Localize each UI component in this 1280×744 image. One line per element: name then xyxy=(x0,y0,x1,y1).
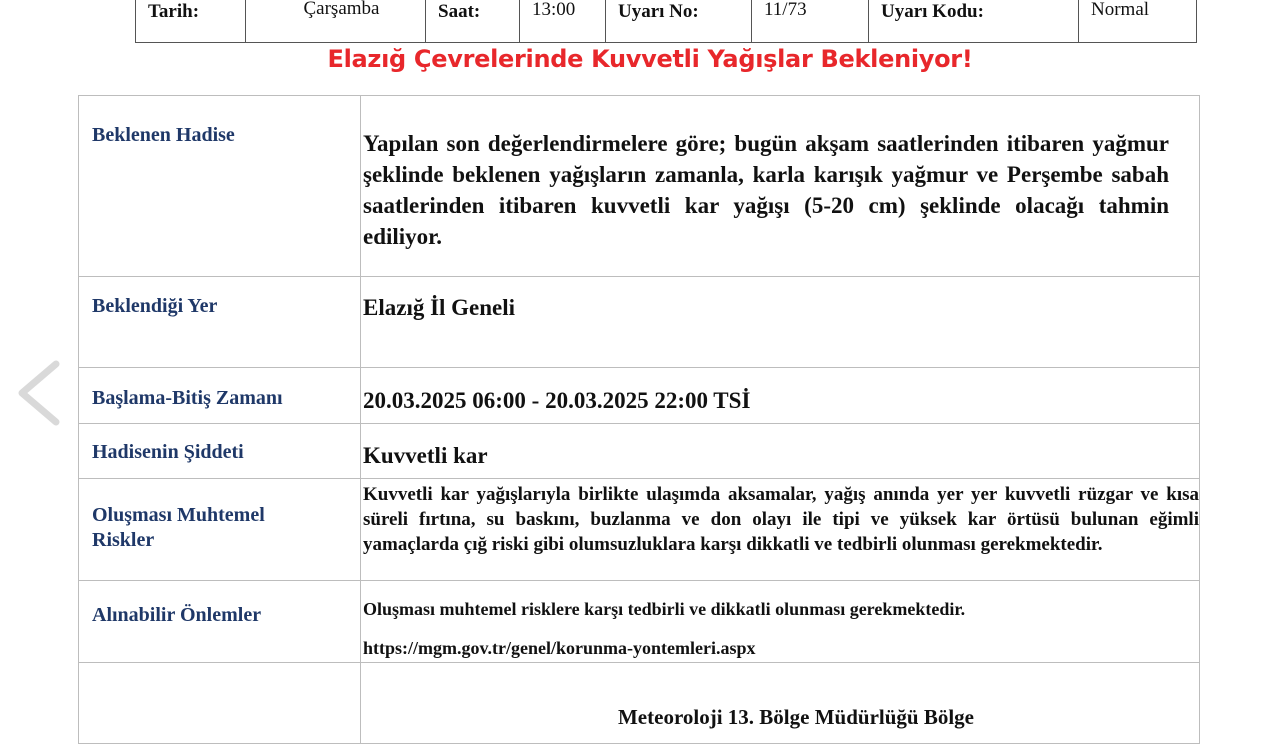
footer-label-cell xyxy=(79,663,361,744)
tarih-label-cell xyxy=(136,0,246,43)
hadise-label: Beklenen Hadise xyxy=(92,124,235,146)
saat-value-cell xyxy=(520,0,606,43)
hadise-label-cell xyxy=(79,96,361,277)
table-row xyxy=(79,368,1200,424)
zaman-value: 20.03.2025 06:00 - 20.03.2025 22:00 TSİ xyxy=(363,388,751,413)
chevron-left-icon xyxy=(8,360,68,426)
warning-details-table xyxy=(78,95,1200,744)
hadise-value: Yapılan son değerlendirmelere göre; bugün akşam saatlerinden itibaren yağmur şeklinde beklenen yağışların zamanla, karla karışık yağmur ve Perşembe sabah saatlerinden itibaren kuvvetli kar yağışı (5-20 cm) şeklinde olacağı tahmin ediliyor. xyxy=(363,131,1169,249)
table-row xyxy=(79,581,1200,663)
table-row xyxy=(79,663,1200,744)
uyari-no-label-cell xyxy=(606,0,752,43)
table-row xyxy=(79,479,1200,581)
table-row xyxy=(79,96,1200,277)
header-table xyxy=(135,0,1197,43)
siddet-label: Hadisenin Şiddeti xyxy=(92,441,244,463)
saat-label: Saat: xyxy=(438,1,481,22)
korunma-link[interactable]: https://mgm.gov.tr/genel/korunma-yontemleri.aspx xyxy=(363,638,756,658)
riskler-label-cell xyxy=(79,479,361,581)
table-row xyxy=(79,424,1200,479)
saat-label-cell xyxy=(426,0,520,43)
onlemler-label: Alınabilir Önlemler xyxy=(92,604,262,626)
yer-value-cell xyxy=(361,277,1200,368)
onlemler-value: Oluşması muhtemel risklere karşı tedbirli ve dikkatli olunması gerekmektedir. xyxy=(363,599,966,619)
zaman-label-cell xyxy=(79,368,361,424)
yer-label: Beklendiği Yer xyxy=(92,295,218,317)
tarih-day: Çarşamba xyxy=(303,0,380,19)
siddet-label-cell xyxy=(79,424,361,479)
warning-title: Elazığ Çevrelerinde Kuvvetli Yağışlar Bekleniyor! xyxy=(327,45,973,73)
yer-value: Elazığ İl Geneli xyxy=(363,295,516,320)
uyari-kodu-value-cell xyxy=(1079,0,1197,43)
footer-value: Meteoroloji 13. Bölge Müdürlüğü Bölge xyxy=(617,705,974,729)
table-row xyxy=(79,277,1200,368)
uyari-kodu-value: Normal xyxy=(1091,0,1150,20)
siddet-value-cell xyxy=(361,424,1200,479)
siddet-value: Kuvvetli kar xyxy=(363,443,488,468)
zaman-label: Başlama-Bitiş Zamanı xyxy=(92,387,283,409)
riskler-value: Kuvvetli kar yağışlarıyla birlikte ulaşımda aksamalar, yağış anında yer yer kuvvetli rüzgar ve kısa süreli fırtına, su baskını, buzlanma ve don olayı ile tipi ve yüksek kar örtüsü bulunan eğimli yamaçlarda çığ riski gibi olumsuzluklara karşı dikkatli ve tedbirli olunması gerekmektedir. xyxy=(363,484,1199,555)
saat-value: 13:00 xyxy=(532,0,576,20)
prev-page-button[interactable] xyxy=(8,360,68,426)
onlemler-value-cell xyxy=(361,581,1200,663)
tarih-label: Tarih: xyxy=(148,1,200,22)
uyari-no-label: Uyarı No: xyxy=(618,1,699,22)
riskler-label: Oluşması Muhtemel Riskler xyxy=(92,504,265,551)
uyari-kodu-label-cell xyxy=(869,0,1079,43)
footer-value-cell xyxy=(361,663,1200,744)
riskler-value-cell xyxy=(361,479,1200,581)
tarih-value-cell xyxy=(246,0,426,43)
yer-label-cell xyxy=(79,277,361,368)
uyari-no-value: 11/73 xyxy=(764,0,807,20)
uyari-kodu-label: Uyarı Kodu: xyxy=(881,1,984,22)
onlemler-label-cell xyxy=(79,581,361,663)
uyari-no-value-cell xyxy=(752,0,869,43)
zaman-value-cell xyxy=(361,368,1200,424)
hadise-value-cell xyxy=(361,96,1200,277)
